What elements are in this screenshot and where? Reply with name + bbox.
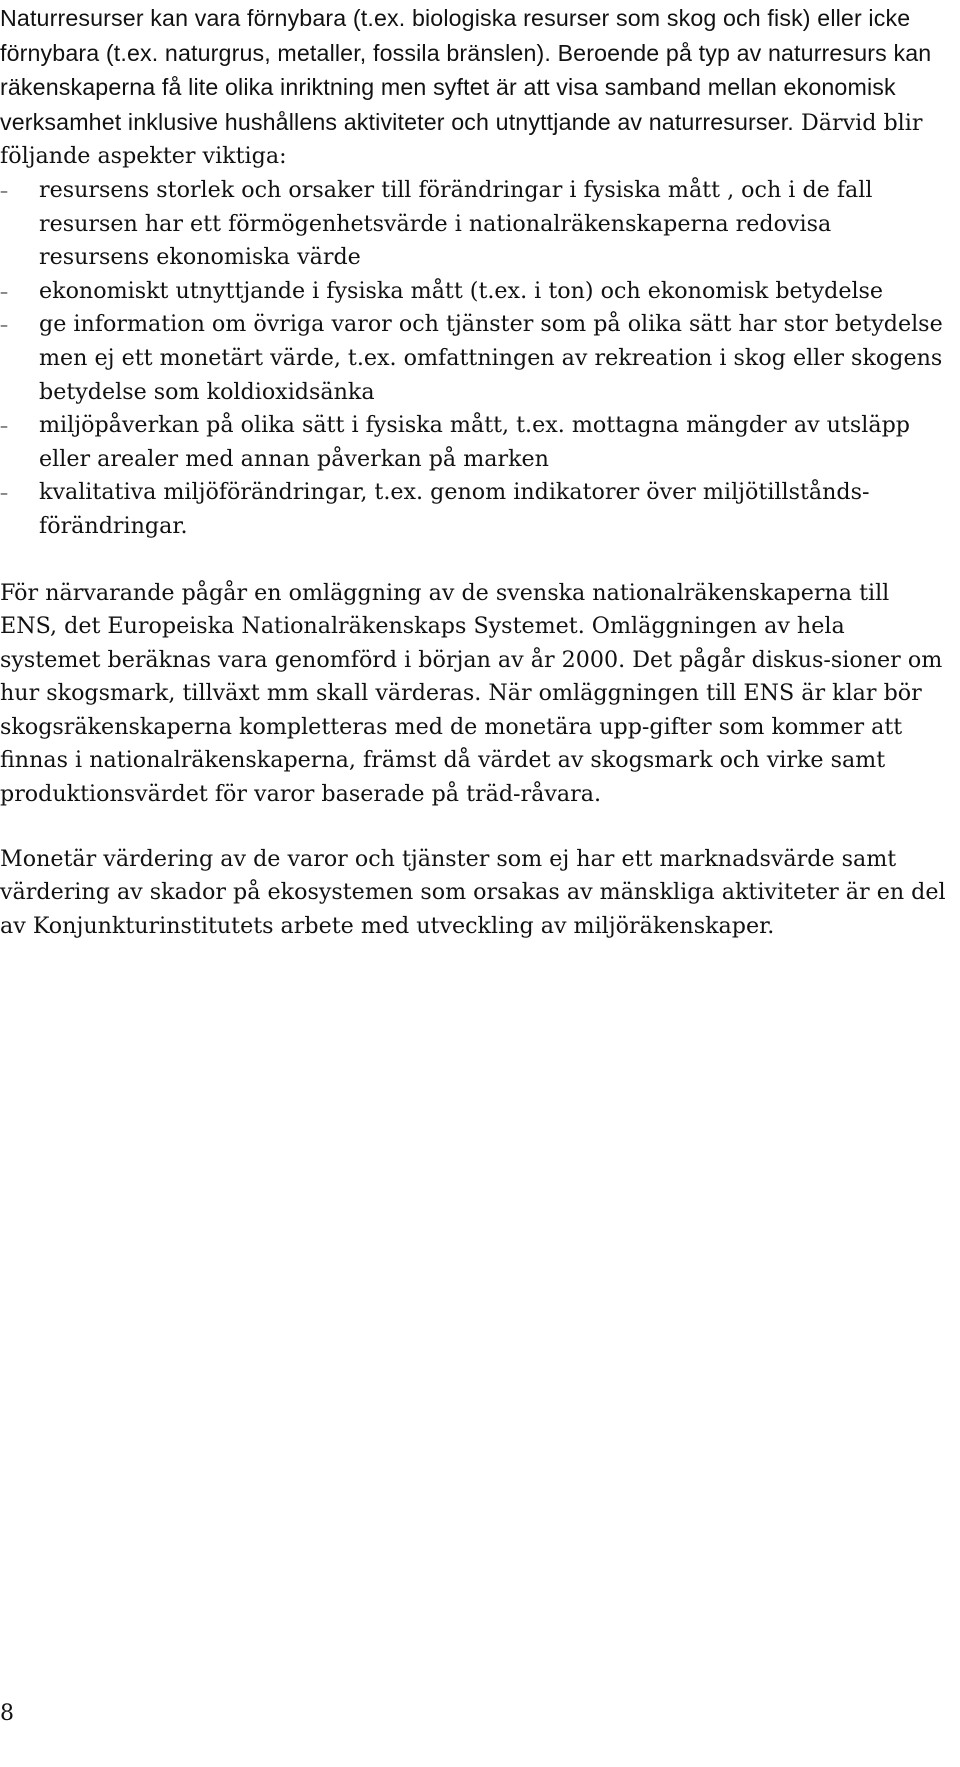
list-item-text: ge information om övriga varor och tjänster som på olika sätt har stor betydelse men ej ett monetärt värde, t.ex. omfattningen av rekreation i skog eller skogens betydelse som koldioxidsänka (39, 311, 943, 405)
dash-marker: – (0, 315, 8, 335)
list-item (0, 308, 946, 409)
list-item (0, 409, 946, 476)
dash-marker: – (0, 483, 8, 503)
intro-continuation: Därvid blir följande aspekter viktiga: (0, 109, 923, 170)
intro-paragraph (0, 0, 946, 174)
list-item-text: kvalitativa miljöförändringar, t.ex. genom indikatorer över miljötillstånds-förändringar. (39, 479, 870, 539)
dash-marker: – (0, 416, 8, 436)
list-item (0, 476, 946, 543)
intro-text: Naturresurser kan vara förnybara (t.ex. biologiska resurser som skog och fisk) eller icke förnybara (t.ex. naturgrus, metaller, fossila bränslen). Beroende på typ av naturresurs kan räkenskaperna få lite olika inriktning men syftet är att visa samband mellan ekonomisk verksamhet inklusive hushållens aktiviteter och utnyttjande av naturresurser. (0, 5, 932, 135)
list-item (0, 174, 946, 275)
dash-marker: – (0, 281, 8, 301)
list-item (0, 275, 946, 309)
aspects-list (0, 174, 946, 544)
ens-paragraph: För närvarande pågår en omläggning av de svenska nationalräkenskaperna till ENS, det Europeiska Nationalräkenskaps Systemet. Omläggningen av hela systemet beräknas vara genomförd i början av år 2000. Det pågår diskus-sioner om hur skogsmark, tillväxt mm skall värderas. När omläggningen till ENS är klar bör skogsräkenskaperna kompletteras med de monetära upp-gifter som kommer att finnas i nationalräkenskaperna, främst då värdet av skogsmark och virke samt produktionsvärdet för varor baserade på träd-råvara. (0, 579, 943, 808)
list-item-text: ekonomiskt utnyttjande i fysiska mått (t.ex. i ton) och ekonomisk betydelse (39, 277, 884, 304)
page-number: 8 (0, 1701, 14, 1726)
dash-marker: – (0, 180, 8, 200)
list-item-text: resursens storlek och orsaker till förändringar i fysiska mått , och i de fall resursen har ett förmögenhetsvärde i nationalräkenskaperna redovisa resursens ekonomiska värde (39, 176, 873, 271)
valuation-paragraph: Monetär värdering av de varor och tjänster som ej har ett marknadsvärde samt värdering av skador på ekosystemen som orsakas av mänskliga aktiviteter är en del av Konjunkturinstitutets arbete med utveckling av miljöräkenskaper. (0, 845, 946, 939)
list-item-text: miljöpåverkan på olika sätt i fysiska mått, t.ex. mottagna mängder av utsläpp eller arealer med annan påverkan på marken (39, 412, 910, 472)
